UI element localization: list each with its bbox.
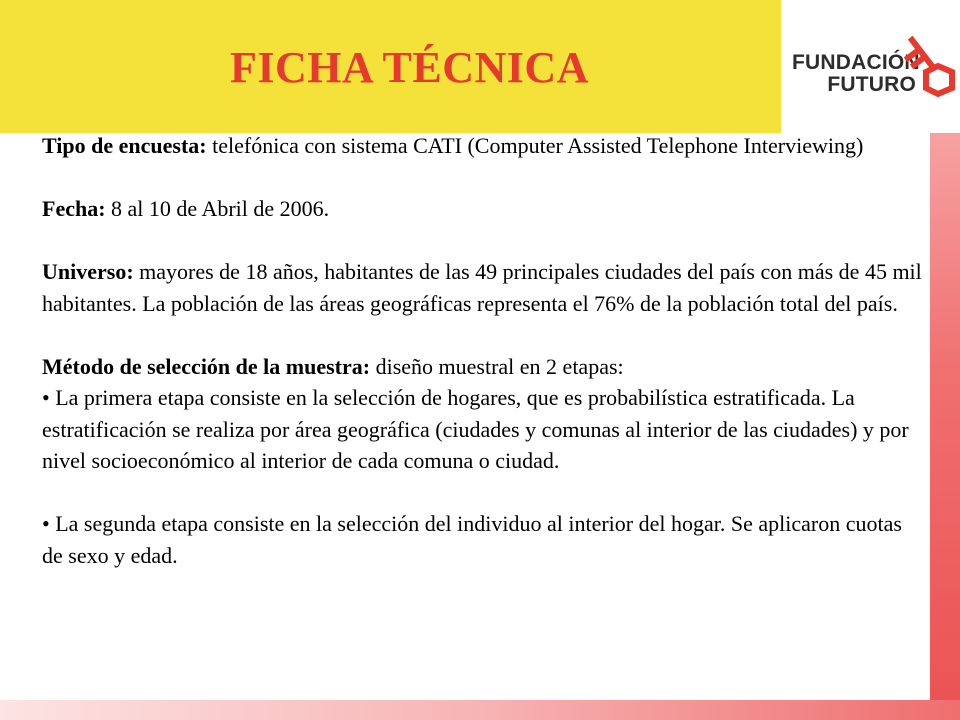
metodo-bullet-2 xyxy=(42,508,922,571)
fecha-label: Fecha: xyxy=(42,196,106,221)
logo-text xyxy=(792,51,920,96)
fecha-text: 8 al 10 de Abril de 2006. xyxy=(105,196,330,221)
page-title: FICHA TÉCNICA xyxy=(230,43,589,92)
bullet-icon: • xyxy=(42,511,50,536)
title-banner xyxy=(0,0,781,133)
bullet-text-1: La primera etapa consiste en la selección de hogares, que es probabilística estratificada. La estratificación se realiza por área geográfica (ciudades y comunas al interior de las ciudades) y por nivel socioeconómico al interior de cada comuna o ciudad. xyxy=(42,385,909,473)
tipo-text: telefónica con sistema CATI (Computer Assisted Telephone Interviewing) xyxy=(206,133,864,158)
logo-line-2: FUTURO xyxy=(827,73,916,96)
section-fecha xyxy=(42,193,922,225)
section-universo xyxy=(42,256,922,319)
metodo-text: diseño muestral en 2 etapas: xyxy=(370,353,624,379)
universo-text: mayores de 18 años, habitantes de las 49 principales ciudades del país con más de 45 mil habitantes. La población de las áreas geográficas representa el 76% de la población total del país. xyxy=(42,259,922,316)
bullet-text-2: La segunda etapa consiste en la selección del individuo al interior del hogar. Se aplicaron cuotas de sexo y edad. xyxy=(42,511,902,568)
side-accent-bar xyxy=(930,133,960,720)
key-icon xyxy=(902,30,960,110)
section-metodo xyxy=(42,351,922,383)
bottom-accent-bar xyxy=(0,700,960,720)
metodo-label: Método de selección de la muestra: xyxy=(42,353,371,379)
content-body xyxy=(42,130,922,603)
universo-label: Universo: xyxy=(42,259,134,284)
section-tipo xyxy=(42,130,922,162)
metodo-bullet-1 xyxy=(42,382,922,477)
fundacion-futuro-logo xyxy=(790,30,960,110)
bullet-icon: • xyxy=(42,385,50,410)
tipo-label: Tipo de encuesta: xyxy=(42,133,207,158)
logo-line-1: FUNDACIÓN xyxy=(792,51,920,74)
